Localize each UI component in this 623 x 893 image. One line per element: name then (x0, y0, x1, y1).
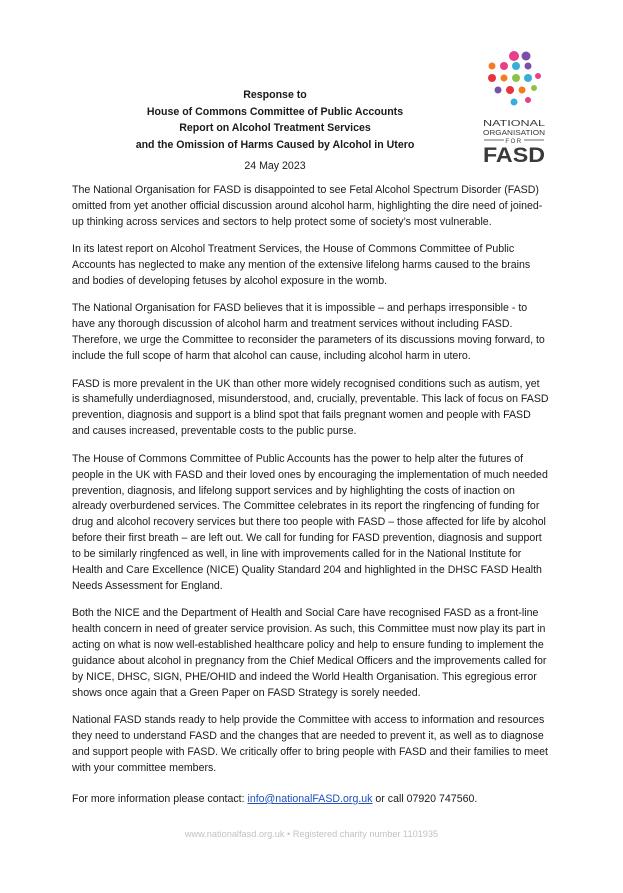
logo-line-1: NATIONAL (483, 119, 546, 128)
national-fasd-logo (478, 48, 550, 166)
document-heading (100, 87, 450, 153)
logo-line-2: ORGANISATION (483, 128, 545, 137)
contact-suffix: or call 07920 747560. (372, 792, 478, 805)
contact-email-link[interactable]: info@nationalFASD.org.uk (247, 792, 373, 805)
logo-dot (501, 75, 508, 82)
logo-dot (500, 62, 508, 70)
paragraph-7: National FASD stands ready to help provide the Committee with access to information and resources they need to understand FASD and the changes that are needed to prevent it, as well as to diagnose and support people with FASD. We critically offer to bring people with FASD and their families to meet with your committee members. (72, 714, 548, 774)
contact-prefix: For more information please contact: (72, 792, 248, 805)
logo-dot (495, 87, 502, 94)
logo-dots-icon (488, 51, 541, 106)
heading-line-1: Response to (243, 89, 307, 101)
logo-dot (519, 87, 526, 94)
paragraph-4: FASD is more prevalent in the UK than other more widely recognised conditions such as autism, yet is shamefully underdiagnosed, misunderstood, and, crucially, preventable. This lack of focus on FASD prevention, diagnosis and support is a blind spot that fails pregnant women and people with FASD and causes increased, preventable costs to the public purse. (72, 377, 549, 438)
page-footer: www.nationalfasd.org.uk • Registered charity number 1101935 (184, 829, 439, 839)
heading-line-3: Report on Alcohol Treatment Services (179, 122, 371, 134)
logo-dot (506, 86, 514, 94)
document-body (72, 183, 550, 819)
paragraph-5: The House of Commons Committee of Public Accounts has the power to help alter the futures of people in the UK with FASD and their loved ones by encouraging the implementation of much needed prevention, diagnosis, and lifelong support services and by highlighting the costs of inaction on already overburdened services. The Committee celebrates in its report the ringfencing of funding for drug and alcohol recovery services but there too people with FASD – those affected for life by alcohol before their first breath – are left out. We call for funding for FASD prevention, diagnosis and support to be similarly ringfenced as well, in line with improvements called for in the National Institute for Health and Care Excellence (NICE) Quality Standard 204 and highlighted in the DHSC FASD Health Needs Assessment for England. (72, 452, 548, 592)
logo-dot (489, 63, 496, 70)
logo-dot (535, 73, 541, 79)
paragraph-2: In its latest report on Alcohol Treatment Services, the House of Commons Committee of Public Accounts has neglected to make any mention of the extensive lifelong harms caused to the brains and bodies of developing fetuses by alcohol exposure in the womb. (72, 243, 531, 288)
paragraph-1: The National Organisation for FASD is disappointed to see Fetal Alcohol Spectrum Disorder (FASD) omitted from yet another official discussion around alcohol harm, highlighting the dire need of joined-up thinking across services and sectors to help protect some of society’s most vulnerable. (72, 184, 543, 228)
paragraph-6: Both the NICE and the Department of Health and Social Care have recognised FASD as a front-line health concern in need of greater service provision. As such, this Committee must now play its part in acting on what is now well-established healthcare policy and help to ensure funding to implement the guidance about alcohol in pregnancy from the Chief Medical Officers and the improvements called for by NICE, DHSC, SIGN, PHE/OHID and indeed the World Health Organisation. This egregious error shows once again that a Green Paper on FASD Strategy is sorely needed. (72, 607, 547, 699)
logo-dot (512, 62, 520, 70)
logo-dot (524, 74, 532, 82)
logo-dot (525, 63, 532, 70)
logo-dot (509, 51, 519, 61)
logo-dot (525, 97, 531, 103)
logo-dot (522, 52, 531, 61)
logo-line-4: FASD (483, 144, 545, 166)
logo-dot (512, 74, 520, 82)
paragraph-3: The National Organisation for FASD believes that it is impossible – and perhaps irresponsible - to have any thorough discussion of alcohol harm and treatment services without including FASD. Therefore, we urge the Committee to reconsider the parameters of its discussions moving forward, to include the full scope of harm that alcohol can cause, including alcohol harm in utero. (72, 302, 545, 363)
logo-dot (488, 74, 496, 82)
heading-line-4: and the Omission of Harms Caused by Alcohol in Utero (135, 138, 415, 151)
logo-line-3: FOR (505, 139, 523, 145)
contact-line (72, 792, 550, 808)
logo-dot (531, 85, 537, 91)
heading-line-2: House of Commons Committee of Public Accounts (146, 105, 404, 118)
logo-dot (511, 99, 518, 106)
document-date: 24 May 2023 (244, 160, 306, 172)
